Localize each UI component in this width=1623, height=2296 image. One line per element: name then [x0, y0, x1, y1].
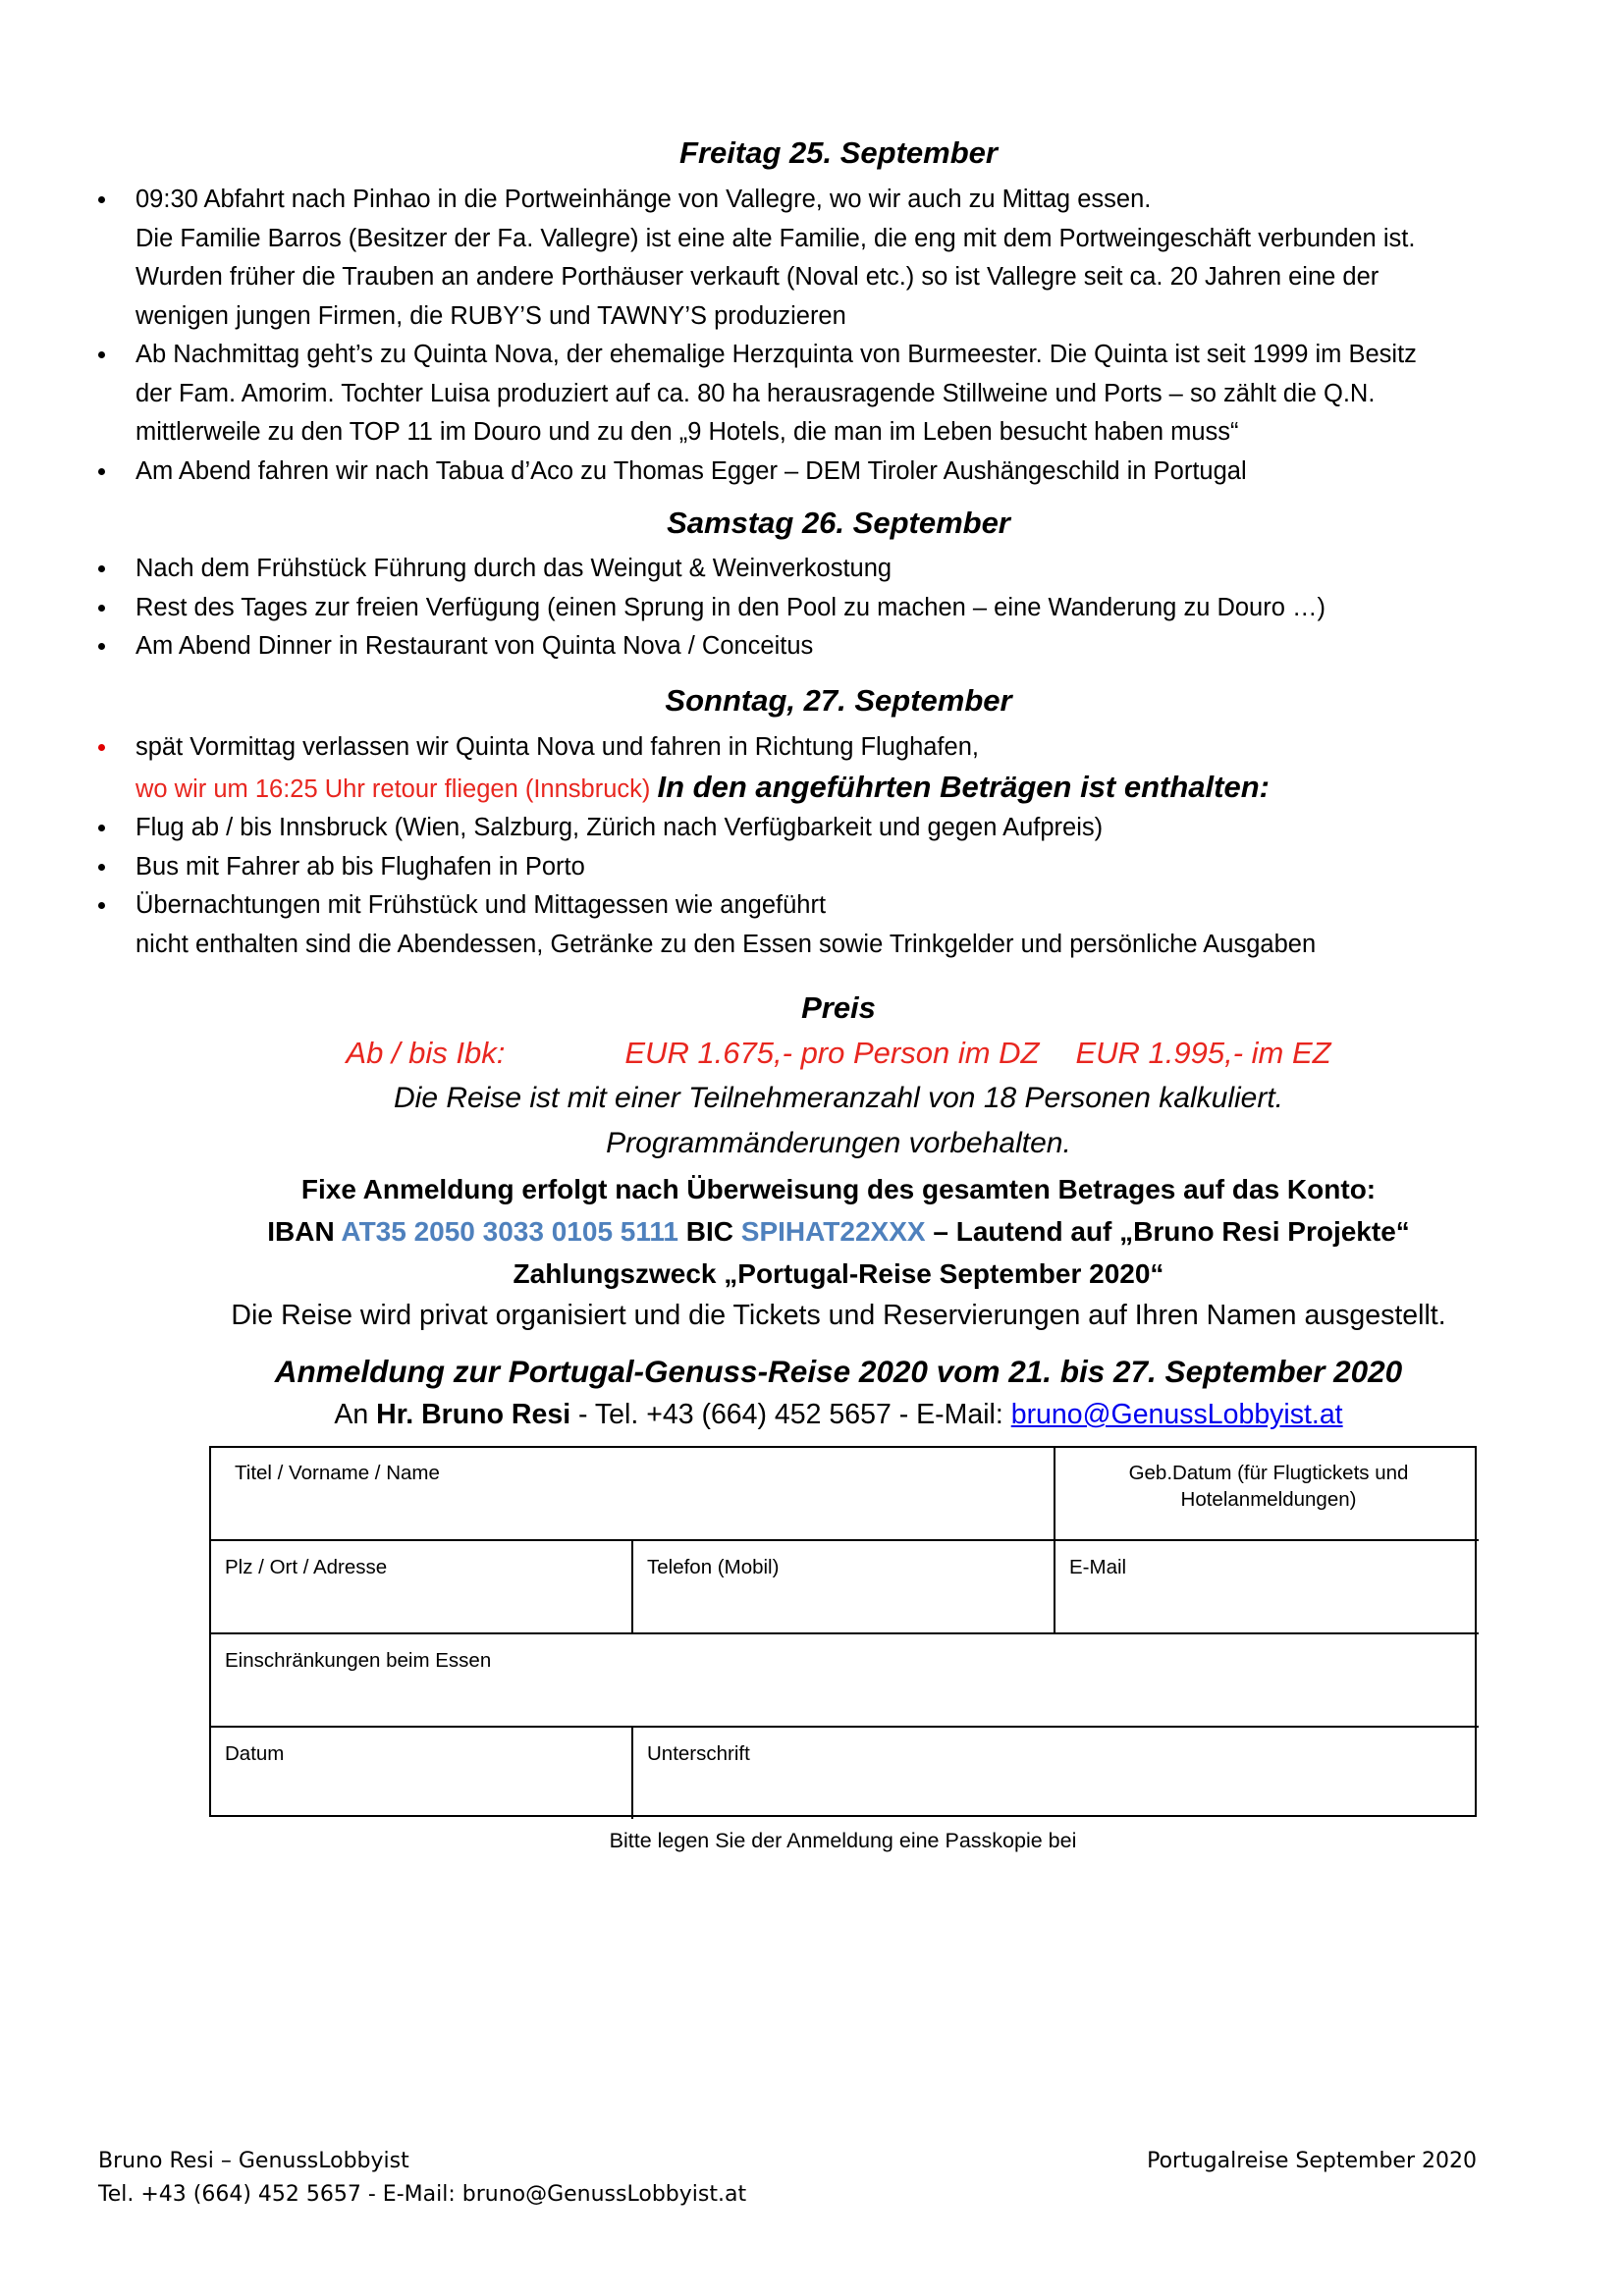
- email-link[interactable]: bruno@GenussLobbyist.at: [1010, 1399, 1343, 1430]
- private-note: Die Reise wird privat organisiert und die Tickets und Reservierungen auf Ihren Namen ausgestellt.: [231, 1300, 1446, 1331]
- name-field[interactable]: Titel / Vorname / Name: [235, 1462, 440, 1484]
- day3-title: Sonntag, 27. September: [665, 683, 1012, 718]
- diet-field[interactable]: Einschränkungen beim Essen: [225, 1649, 492, 1672]
- price-route: Ab / bis Ibk:: [346, 1036, 506, 1070]
- day1-title: Freitag 25. September: [679, 135, 998, 170]
- list-item: Ab Nachmittag geht’s zu Quinta Nova, der ehemalige Herzquinta von Burmeester. Die Quinta ist seit 1999 im Besitz der Fam. Amorim. Tochter Luisa produziert auf ca. 80 ha herausragende Stillweine und Ports – so zählt die Q.N. mittlerweile zu den TOP 11 im Douro und zu den „9 Hotels, die man im Leben besucht haben muss“: [98, 336, 1551, 453]
- registration-contact: An Hr. Bruno Resi - Tel. +43 (664) 452 5657 - E-Mail: bruno@GenussLobbyist.at: [334, 1399, 1343, 1430]
- signature-field[interactable]: Unterschrift: [647, 1742, 750, 1765]
- not-included-note: nicht enthalten sind die Abendessen, Getränke zu den Essen sowie Trinkgelder und persönliche Ausgaben: [135, 930, 1317, 958]
- day1-list: [98, 181, 1551, 491]
- day3-list: [98, 728, 1551, 964]
- list-item: 09:30 Abfahrt nach Pinhao in die Portweinhänge von Vallegre, wo wir auch zu Mittag essen. Die Familie Barros (Besitzer der Fa. Vallegre) ist eine alte Familie, die eng mit dem Portweingeschäft verbunden ist. Wurden früher die Trauben an andere Porthäuser verkauft (Noval etc.) so ist Vallegre seit ca. 20 Jahren eine der wenigen jungen Firmen, die RUBY’S und TAWNY’S produzieren: [98, 181, 1551, 336]
- price-title: Preis: [801, 990, 876, 1025]
- bic-value: SPIHAT22XXX: [740, 1216, 926, 1247]
- list-item: Rest des Tages zur freien Verfügung (einen Sprung in den Pool zu machen – eine Wanderung zu Douro …): [98, 589, 1551, 628]
- iban-value: AT35 2050 3033 0105 5111: [341, 1216, 678, 1247]
- contact-name: Hr. Bruno Resi: [376, 1399, 571, 1430]
- list-item: Am Abend Dinner in Restaurant von Quinta Nova / Conceitus: [98, 627, 1551, 667]
- list-item: Bus mit Fahrer ab bis Flughafen in Porto: [98, 848, 1551, 887]
- payment-purpose: Zahlungszweck „Portugal-Reise September 2020“: [513, 1258, 1164, 1289]
- registration-note: Fixe Anmeldung erfolgt nach Überweisung des gesamten Betrages auf das Konto:: [300, 1174, 1377, 1204]
- day2-title: Samstag 26. September: [667, 506, 1010, 540]
- day2-list: [98, 550, 1551, 667]
- return-flight-text: wo wir um 16:25 Uhr retour fliegen (Innsbruck): [135, 774, 651, 803]
- price-dz: EUR 1.675,- pro Person im DZ: [624, 1036, 1040, 1070]
- changes-note: Programmänderungen vorbehalten.: [606, 1127, 1071, 1159]
- date-field[interactable]: Datum: [225, 1742, 285, 1765]
- footer-left: Bruno Resi – GenussLobbyist Tel. +43 (664) 452 5657 - E-Mail: bruno@GenussLobbyist.at: [98, 2149, 747, 2207]
- bank-details: IBAN AT35 2050 3033 0105 5111 BIC SPIHAT22XXX – Lautend auf „Bruno Resi Projekte“: [267, 1216, 1410, 1247]
- list-item: spät Vormittag verlassen wir Quinta Nova und fahren in Richtung Flughafen, wo wir um 16:25 Uhr retour fliegen (Innsbruck) In den angeführten Beträgen ist enthalten:: [98, 728, 1551, 809]
- list-item: Am Abend fahren wir nach Tabua d’Aco zu Thomas Egger – DEM Tiroler Aushängeschild in Portugal: [98, 453, 1551, 492]
- email-field[interactable]: E-Mail: [1069, 1556, 1127, 1578]
- price-line: [0, 1031, 1623, 1076]
- price-section: [0, 986, 1623, 1337]
- price-ez: EUR 1.995,- im EZ: [1075, 1036, 1331, 1070]
- calc-note: Die Reise ist mit einer Teilnehmeranzahl von 18 Personen kalkuliert.: [393, 1082, 1283, 1114]
- included-heading: In den angeführten Beträgen ist enthalten:: [657, 769, 1270, 804]
- list-item: Übernachtungen mit Frühstück und Mittagessen wie angeführt nicht enthalten sind die Abendessen, Getränke zu den Essen sowie Trinkgelder und persönliche Ausgaben: [98, 886, 1551, 964]
- phone-field[interactable]: Telefon (Mobil): [647, 1556, 780, 1578]
- footer-right: Portugalreise September 2020: [1147, 2149, 1477, 2173]
- birthdate-field[interactable]: Geb.Datum (für Flugtickets und Hotelanmeldungen): [1128, 1462, 1409, 1511]
- list-item: Nach dem Frühstück Führung durch das Weingut & Weinverkostung: [98, 550, 1551, 589]
- list-item: Flug ab / bis Innsbruck (Wien, Salzburg, Zürich nach Verfügbarkeit und gegen Aufpreis): [98, 809, 1551, 848]
- registration-form: [209, 1446, 1477, 1817]
- address-field[interactable]: Plz / Ort / Adresse: [225, 1556, 388, 1578]
- passport-note: Bitte legen Sie der Anmeldung eine Passkopie bei: [609, 1829, 1077, 1852]
- registration-title: Anmeldung zur Portugal-Genuss-Reise 2020 vom 21. bis 27. September 2020: [274, 1354, 1403, 1389]
